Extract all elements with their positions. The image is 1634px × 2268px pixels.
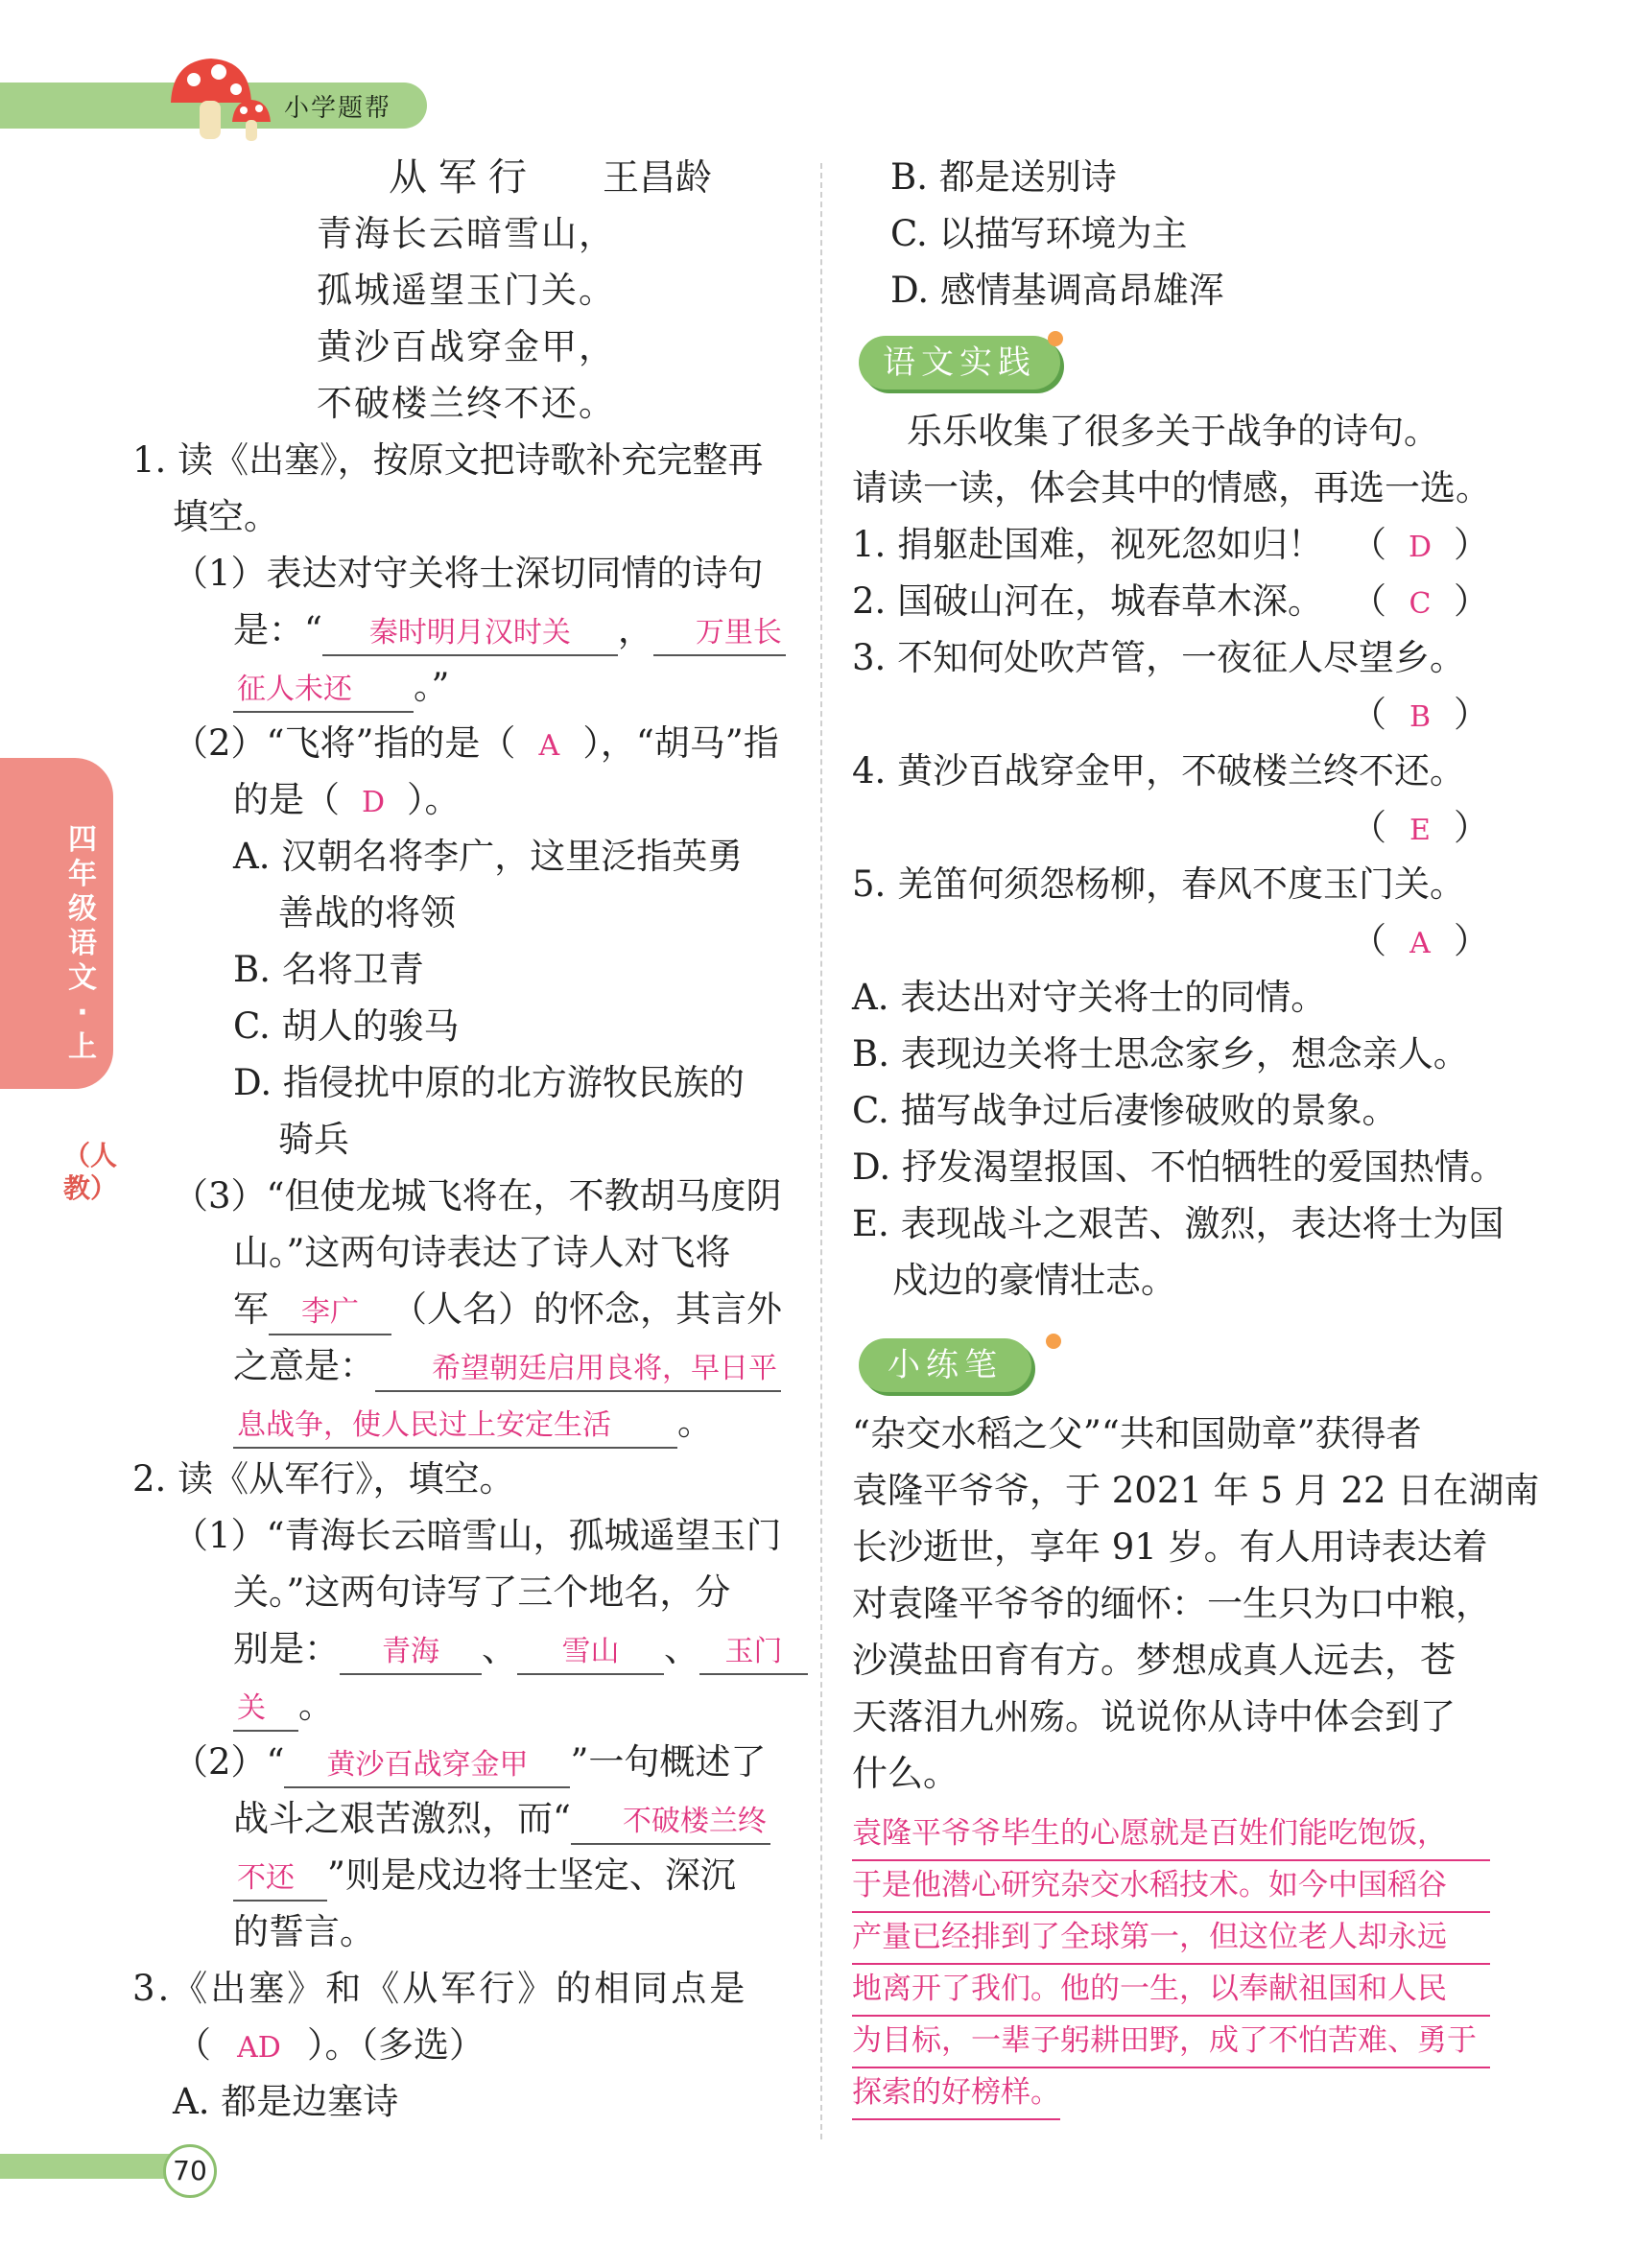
q2-s1: 关。”这两句诗写了三个地名，分 [233, 1571, 731, 1613]
writing-prompt: 沙漠盐田育有方。梦想成真人远去，苍 [852, 1640, 1456, 1681]
option: C. 描写战争过后凄惨破败的景象。 [852, 1090, 1398, 1131]
writing-prompt: 对袁隆平爷爷的缅怀：一生只为口中粮， [852, 1583, 1491, 1624]
heart-icon [1046, 1334, 1061, 1349]
answer-blank: 黄沙百战穿金甲 [284, 1744, 570, 1788]
option: C. 以描写环境为主 [890, 213, 1188, 254]
q1-s2: 的是（ [233, 779, 340, 820]
footer-band [0, 2154, 173, 2179]
answer-paren-group: （ C ） [1351, 580, 1489, 626]
edition-label: （人教） [63, 1140, 118, 1204]
poem-line: 青海长云暗雪山， [317, 213, 616, 254]
poem-line: 黄沙百战穿金甲， [317, 326, 616, 367]
q1-stem: 填空。 [173, 496, 279, 537]
practice-item: 3. 不知何处吹芦管，一夜征人尽望乡。 [852, 637, 1466, 678]
answer-blank: 万里长 [653, 612, 786, 656]
answer-blank: 息战争，使人民过上安定生活 [233, 1405, 677, 1449]
answer-blank: 秦时明月汉时关 [322, 612, 618, 656]
q1-stem: 1. 读《出塞》，按原文把诗歌补充完整再 [132, 439, 764, 481]
q1-s1-line [233, 609, 786, 656]
option: C. 胡人的骏马 [233, 1005, 460, 1047]
option: B. 表现边关将士思念家乡，想念亲人。 [852, 1033, 1469, 1075]
option: 骑兵 [278, 1119, 349, 1160]
answer-paren-group: （ E ） [1351, 807, 1489, 852]
answer-blank: 玉门 [699, 1631, 808, 1675]
option: A. 都是边塞诗 [173, 2081, 399, 2122]
answer-paren-group: （ A ） [1351, 920, 1489, 965]
q1-s3: 军 [233, 1288, 269, 1330]
page-number: 70 [163, 2144, 217, 2198]
answer-blank: 不还 [233, 1857, 327, 1902]
writing-answer-line: 袁隆平爷爷毕生的心愿就是百姓们能吃饱饭， [852, 1807, 1490, 1861]
separator: 、 [482, 1628, 517, 1669]
answer-blank: 不破楼兰终 [571, 1801, 770, 1845]
poem-author: 王昌龄 [603, 156, 713, 199]
q1-s2: ），“胡马”指 [582, 722, 779, 764]
option: A. 表达出对守关将士的同情。 [852, 977, 1327, 1018]
q1-s2: （2）“飞将”指的是（ [173, 722, 516, 764]
q2-s1: 。 [298, 1685, 334, 1726]
option: 戍边的豪情壮志。 [892, 1260, 1176, 1301]
option: B. 名将卫青 [233, 949, 424, 990]
answer-blank: 李广 [269, 1291, 391, 1335]
answer-paren: A [538, 729, 560, 763]
writing-prompt: “杂交水稻之父”“共和国勋章”获得者 [852, 1413, 1422, 1454]
option: E. 表现战斗之艰苦、激烈，表达将士为国 [852, 1203, 1504, 1244]
answer-paren: E [1409, 814, 1431, 847]
q2-stem: 2. 读《从军行》，填空。 [132, 1458, 515, 1500]
separator: 、 [664, 1628, 699, 1669]
answer-blank: 关 [233, 1688, 298, 1732]
answer-blank: 雪山 [517, 1631, 664, 1675]
practice-item: 4. 黄沙百战穿金甲，不破楼兰终不还。 [852, 750, 1466, 791]
q1-s1-end: 。” [414, 666, 450, 707]
q2-s1: （1）“青海长云暗雪山，孤城遥望玉门 [173, 1515, 782, 1556]
practice-item: 5. 羌笛何须怨杨柳，春风不度玉门关。 [852, 863, 1466, 905]
answer-paren: A [1409, 927, 1431, 960]
writing-answer-line: 地离开了我们。他的一生，以奉献祖国和人民 [852, 1963, 1490, 2017]
q2-s1: 别是： [233, 1628, 340, 1669]
option: D. 指侵扰中原的北方游牧民族的 [233, 1062, 745, 1103]
writing-answer-line: 探索的好榜样。 [852, 2067, 1060, 2120]
q2-s2: 的誓言。 [233, 1911, 375, 1952]
answer-paren: B [1409, 700, 1432, 734]
writing-answer-line: 产量已经排到了全球第一，但这位老人却永远 [852, 1911, 1490, 1965]
writing-prompt: 长沙逝世，享年 91 岁。有人用诗表达着 [852, 1526, 1488, 1568]
mushroom-icon [163, 53, 278, 149]
answer-paren-group: （ B ） [1351, 694, 1489, 739]
practice-item: 1. 捐躯赴国难，视死忽如归！ [852, 524, 1324, 565]
answer-paren-group: （ D ） [1351, 524, 1489, 569]
poem-title: 从军行 [389, 155, 538, 200]
heart-icon [1048, 331, 1063, 346]
practice-heading: 语文实践 [859, 336, 1060, 390]
q1-s3: 。 [677, 1402, 713, 1443]
q2-s2: ”则是戍边将士坚定、深沉 [327, 1855, 736, 1896]
practice-intro: 请读一读，体会其中的情感，再选一选。 [852, 467, 1491, 508]
answer-blank: 青海 [340, 1631, 482, 1675]
q1-s3: （3）“但使龙城飞将在，不教胡马度阴 [173, 1175, 782, 1217]
writing-prompt: 什么。 [852, 1753, 959, 1794]
grade-label: 四年级语文·上 [68, 823, 97, 1064]
answer-paren: D [1408, 531, 1433, 564]
writing-answer-line: 于是他潜心研究杂交水稻技术。如今中国稻谷 [852, 1859, 1490, 1913]
answer-paren: D [361, 786, 386, 819]
poem-line: 不破楼兰终不还。 [317, 383, 616, 424]
q1-s1: （1）表达对守关将士深切同情的诗句 [173, 553, 764, 594]
option: D. 抒发渴望报国、不怕牺牲的爱国热情。 [852, 1146, 1505, 1188]
poem-line: 孤城遥望玉门关。 [317, 270, 616, 311]
q2-s2: ”一句概述了 [570, 1741, 767, 1783]
answer-paren: AD [237, 2031, 281, 2065]
brand-name: 小学题帮 [284, 94, 392, 123]
q1-s3: 山。”这两句诗表达了诗人对飞将 [233, 1232, 731, 1273]
q1-s2: ）。 [407, 779, 461, 820]
q1-s3: （人名）的怀念，其言外 [391, 1288, 782, 1330]
option: A. 汉朝名将李广，这里泛指英勇 [233, 836, 744, 877]
writing-prompt: 袁隆平爷爷，于 2021 年 5 月 22 日在湖南 [852, 1470, 1540, 1511]
column-divider [820, 163, 822, 2139]
q2-s2: 战斗之艰苦激烈，而“ [233, 1798, 571, 1839]
q3-stem: ）。（多选） [307, 2024, 485, 2066]
answer-blank: 征人未还 [233, 669, 414, 713]
practice-intro: 乐乐收集了很多关于战争的诗句。 [907, 411, 1439, 452]
writing-prompt: 天落泪九州殇。说说你从诗中体会到了 [852, 1696, 1456, 1737]
practice-item: 2. 国破山河在，城春草木深。 [852, 580, 1324, 622]
option: B. 都是送别诗 [890, 156, 1117, 198]
option: D. 感情基调高昂雄浑 [890, 270, 1224, 311]
q3-stem: 3.《出塞》和《从军行》的相同点是 [132, 1968, 748, 2009]
q2-s2: （2）“ [173, 1741, 285, 1783]
writing-heading: 小练笔 [859, 1338, 1031, 1392]
answer-paren: C [1409, 587, 1432, 621]
q1-s3: 之意是： [233, 1345, 375, 1386]
q3-paren: （ [176, 2024, 211, 2066]
comma: ， [617, 609, 653, 650]
option: 善战的将领 [278, 892, 456, 933]
writing-answer-line: 为目标，一辈子躬耕田野，成了不怕苦难、勇于 [852, 2015, 1490, 2068]
answer-blank: 希望朝廷启用良将，早日平 [375, 1348, 781, 1392]
q1-s1-prefix: 是：“ [233, 609, 322, 650]
